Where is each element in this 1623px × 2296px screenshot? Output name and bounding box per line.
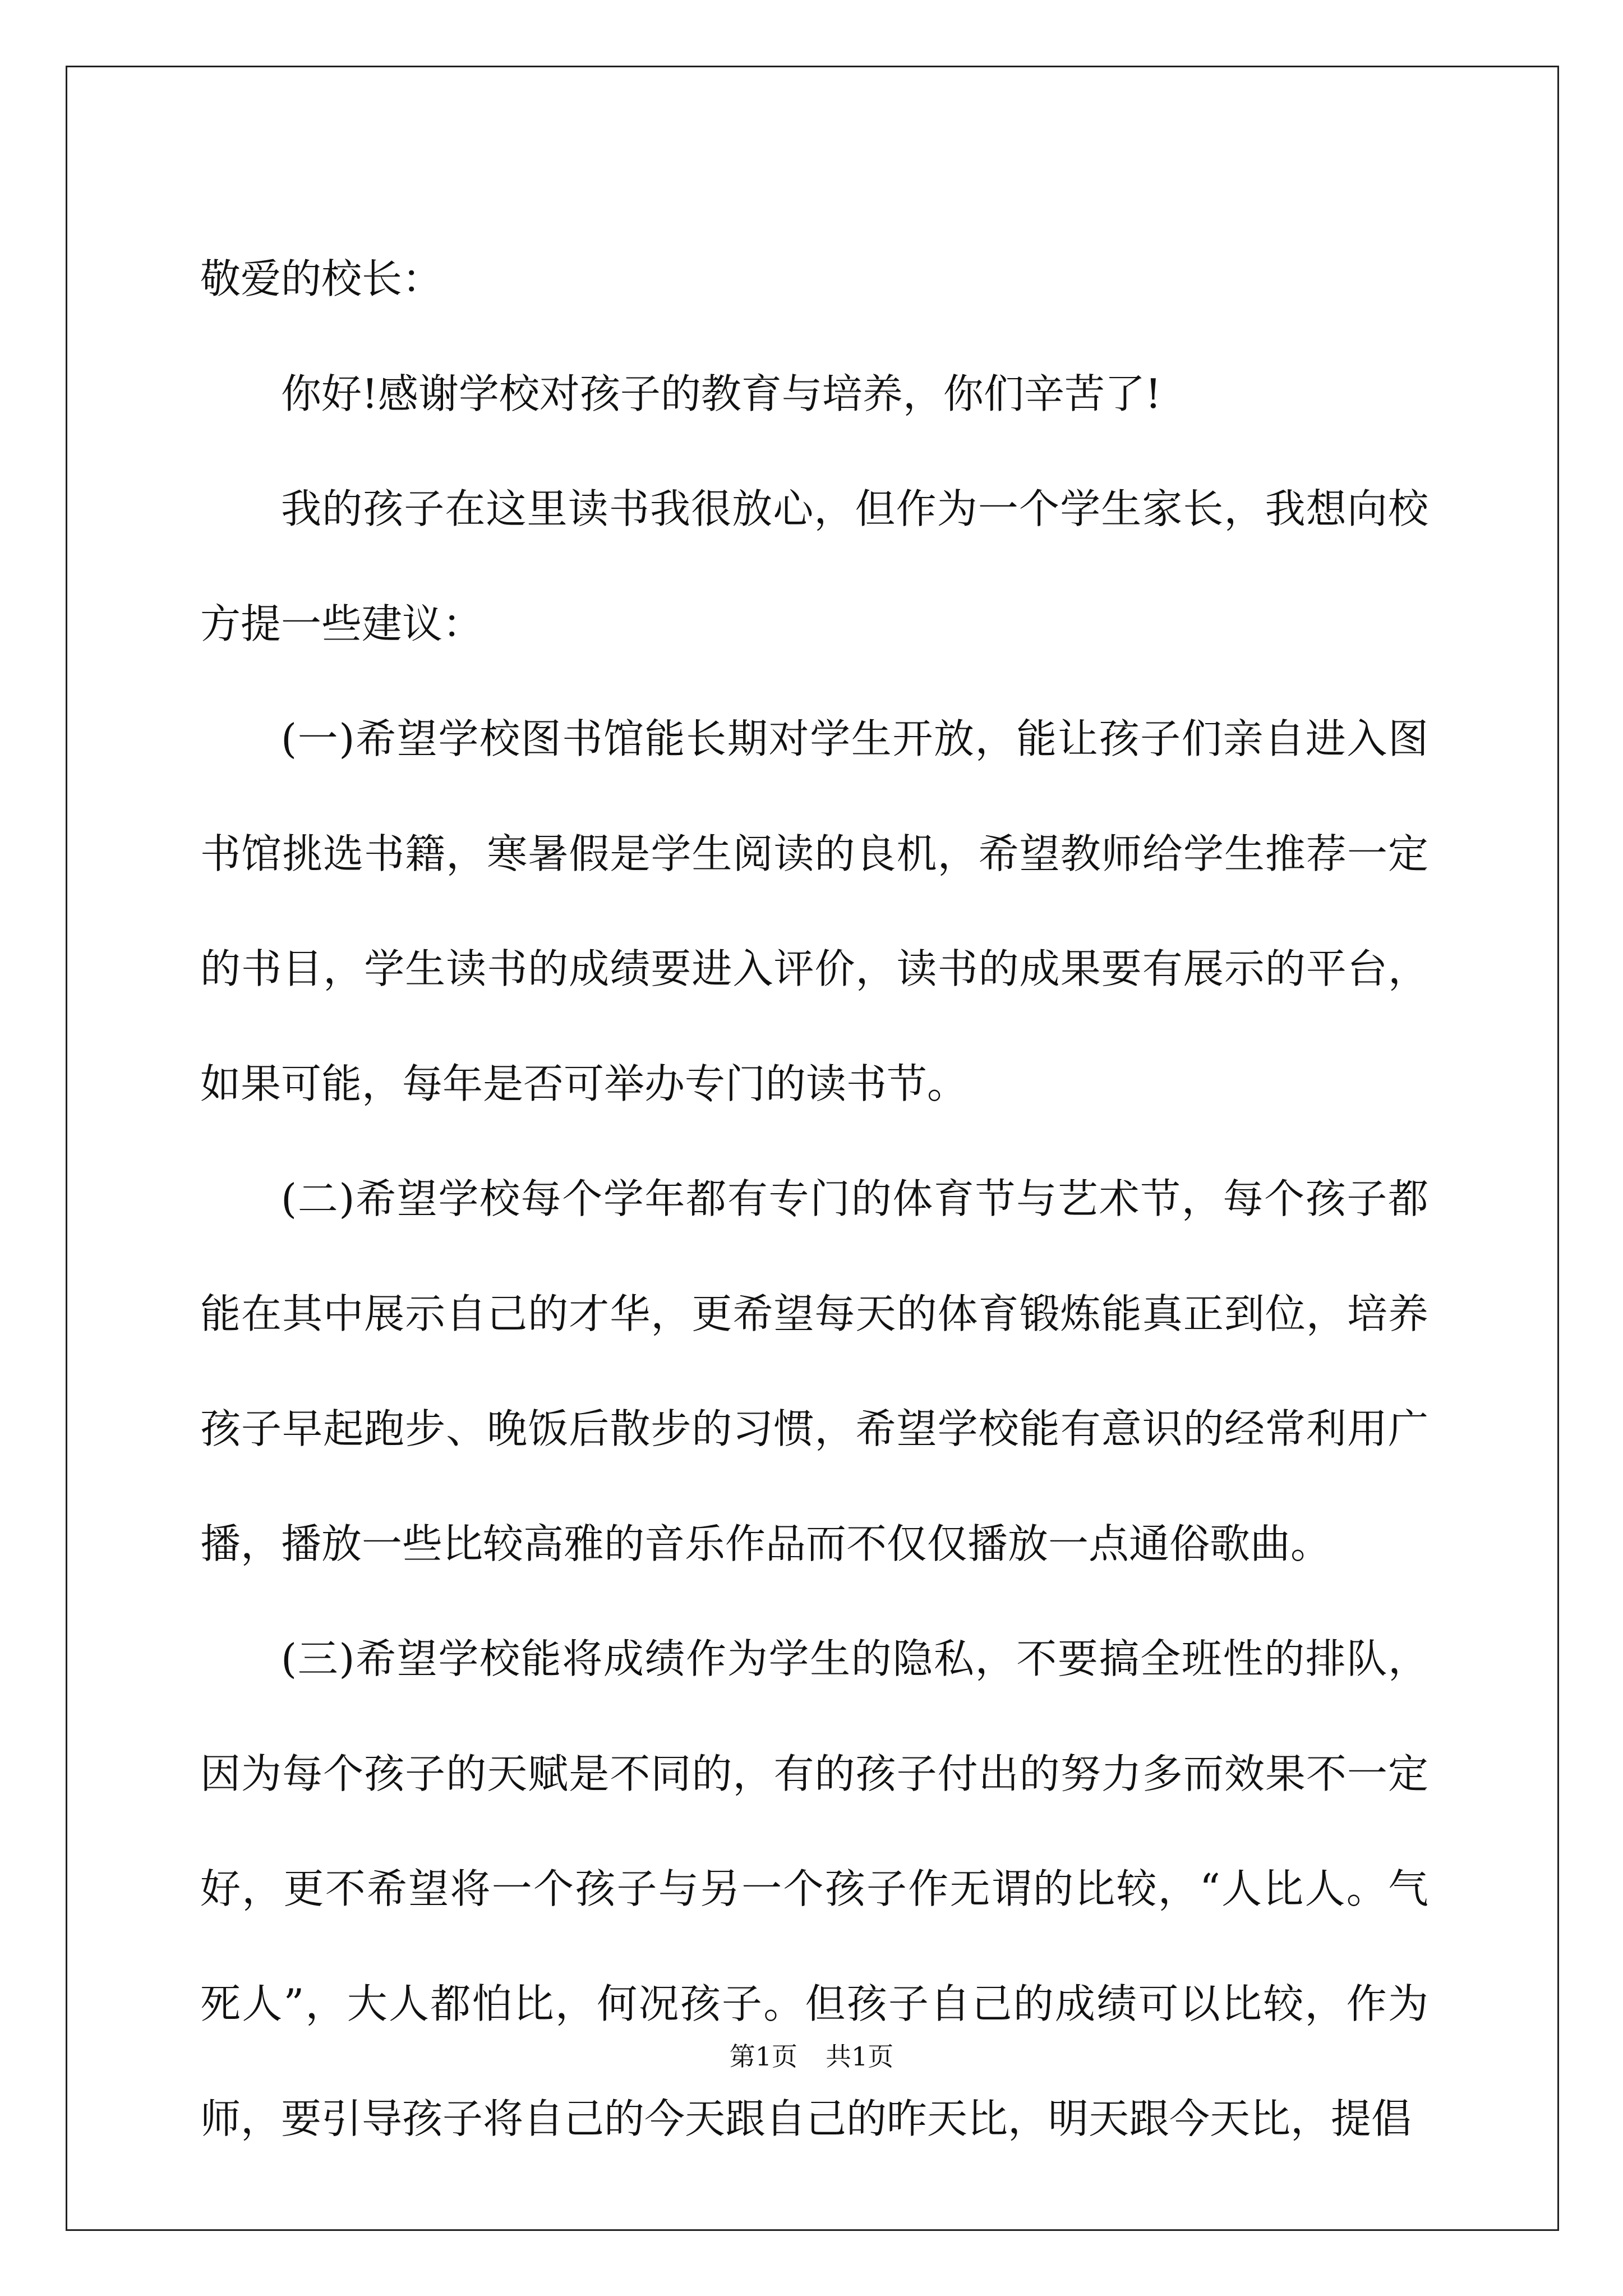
page-footer <box>0 2036 1623 2073</box>
paragraph <box>200 1602 1428 2177</box>
text-line: (三)希望学校能将成绩作为学生的隐私，不要搞全班性的排队， <box>281 1635 1428 1682</box>
text-line: 师，要引导孩子将自己的今天跟自己的昨天比，明天跟今天比，提倡 <box>200 2095 1412 2142</box>
paragraph <box>200 452 1428 682</box>
paragraph-list <box>200 337 1428 2177</box>
paragraph <box>200 682 1428 1142</box>
text-line: 播，播放一些比较高雅的音乐作品而不仅仅播放一点通俗歌曲。 <box>200 1520 1331 1567</box>
salutation: 敬爱的校长： <box>200 255 443 302</box>
letter-body <box>200 222 1428 2177</box>
text-line: 好，更不希望将一个孩子与另一个孩子作无谓的比较，“人比人。气 <box>200 1865 1428 1912</box>
text-line: 如果可能，每年是否可举办专门的读书节。 <box>200 1060 968 1107</box>
text-line: 你好!感谢学校对孩子的教育与培养，你们辛苦了! <box>281 370 1161 417</box>
text-line: 因为每个孩子的天赋是不同的，有的孩子付出的努力多而效果不一定 <box>200 1750 1428 1797</box>
text-line: (二)希望学校每个学年都有专门的体育节与艺术节，每个孩子都 <box>281 1175 1428 1222</box>
text-line: 孩子早起跑步、晚饭后散步的习惯，希望学校能有意识的经常利用广 <box>200 1405 1428 1452</box>
text-line: 书馆挑选书籍，寒暑假是学生阅读的良机，希望教师给学生推荐一定 <box>200 830 1428 877</box>
paragraph <box>200 337 1428 452</box>
text-line: (一)希望学校图书馆能长期对学生开放，能让孩子们亲自进入图 <box>281 715 1428 762</box>
text-line: 我的孩子在这里读书我很放心，但作为一个学生家长，我想向校 <box>281 485 1428 532</box>
text-line: 方提一些建议： <box>200 600 483 647</box>
text-line: 能在其中展示自己的才华，更希望每天的体育锻炼能真正到位，培养 <box>200 1290 1428 1337</box>
paragraph <box>200 1142 1428 1602</box>
text-line: 死人”，大人都怕比，何况孩子。但孩子自己的成绩可以比较，作为 <box>200 1980 1428 2027</box>
page-total: 共1页 <box>826 2041 894 2072</box>
page-number: 第1页 <box>729 2041 797 2072</box>
text-line: 的书目，学生读书的成绩要进入评价，读书的成果要有展示的平台， <box>200 945 1428 992</box>
